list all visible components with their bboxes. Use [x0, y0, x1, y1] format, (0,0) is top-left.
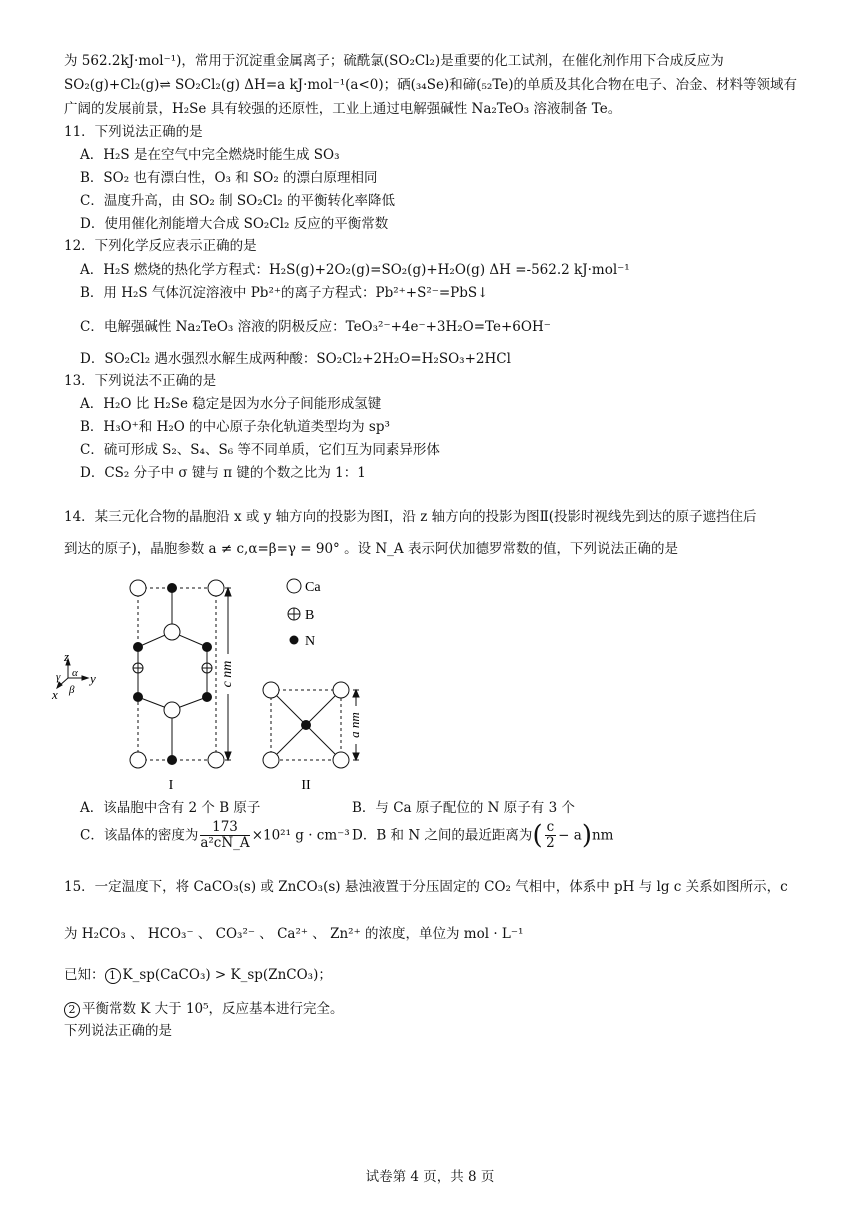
q15-known-2 [64, 1000, 344, 1018]
q13-option-a: A．H₂O 比 H₂Se 稳定是因为水分子间能形成氢键 [80, 396, 382, 412]
ca-atom [208, 580, 224, 596]
q11-stem: 11．下列说法正确的是 [64, 124, 203, 140]
legend-ca-icon [287, 579, 301, 593]
figure-1 [138, 588, 216, 760]
q14-stem-line-1: 14．某三元化合物的晶胞沿 x 或 y 轴方向的投影为图Ⅰ，沿 z 轴方向的投影为图Ⅱ(投影时视线先到达的原子遮挡住后 [64, 509, 757, 525]
q14-option-c-suffix: ×10²¹ g · cm⁻³ [251, 827, 350, 844]
figure-2 [263, 682, 349, 768]
q13-option-c: C．硫可形成 S₂、S₄、S₆ 等不同单质，它们互为同素异形体 [80, 442, 440, 458]
axis-z: z [64, 649, 70, 664]
figure-2-label: II [301, 778, 311, 793]
legend-b: B [305, 608, 315, 623]
q13-stem: 13．下列说法不正确的是 [64, 373, 217, 389]
q14-option-c [80, 820, 350, 851]
n-atom [168, 584, 177, 593]
q15-stem-line-2: 为 H₂CO₃ 、 HCO₃⁻ 、 CO₃²⁻ 、 Ca²⁺ 、 Zn²⁺ 的浓度，单位为 mol · L⁻¹ [64, 926, 524, 942]
q15-known-1 [64, 966, 332, 984]
axis-alpha: α [72, 667, 78, 679]
q12-stem: 12．下列化学反应表示正确的是 [64, 238, 257, 254]
ca-atom [208, 752, 224, 768]
ca-atom [333, 682, 349, 698]
crystal-figure [50, 570, 410, 800]
q12-option-d: D．SO₂Cl₂ 遇水强烈水解生成两种酸：SO₂Cl₂+2H₂O=H₂SO₃+2HCl [80, 351, 511, 367]
distance-denominator: 2 [546, 835, 555, 851]
axis-x: x [52, 687, 58, 702]
c-dimension-label: c nm [220, 660, 236, 688]
a-dimension-label: a nm [346, 712, 362, 738]
legend-b-icon [288, 608, 300, 620]
ca-atom [263, 682, 279, 698]
intro-line-3: 广阔的发展前景，H₂Se 具有较强的还原性，工业上通过电解强碱性 Na₂TeO₃ 溶液制备 Te。 [64, 101, 622, 117]
axis-beta: β [69, 684, 75, 696]
n-atom [168, 756, 177, 765]
q11-option-b: B．SO₂ 也有漂白性，O₃ 和 SO₂ 的漂白原理相同 [80, 170, 378, 186]
n-atom [134, 693, 143, 702]
legend-n-icon [290, 636, 299, 645]
n-atom [134, 643, 143, 652]
page-footer: 试卷第 4 页，共 8 页 [365, 1169, 495, 1185]
legend-n: N [305, 634, 316, 649]
ca-atom [263, 752, 279, 768]
q15-known-1-text: K_sp(CaCO₃) > K_sp(ZnCO₃)； [122, 967, 332, 983]
density-denominator: a²cN_A [200, 835, 250, 851]
distance-minus: − a [558, 827, 582, 844]
intro-line-2: SO₂(g)+Cl₂(g)⇌ SO₂Cl₂(g) ΔH=a kJ·mol⁻¹(a<0)；硒(₃₄Se)和碲(₅₂Te)的单质及其化合物在电子、冶金、材料等领域有 [64, 77, 798, 93]
q14-option-b: B．与 Ca 原子配位的 N 原子有 3 个 [352, 800, 575, 816]
q14-stem-line-2: 到达的原子)，晶胞参数 a ≠ c,α=β=γ = 90° 。设 N_A 表示阿伏加德罗常数的值，下列说法正确的是 [64, 541, 678, 557]
q11-option-c: C．温度升高，由 SO₂ 制 SO₂Cl₂ 的平衡转化率降低 [80, 193, 396, 209]
b-atom [133, 663, 143, 673]
legend-ca: Ca [305, 580, 321, 595]
q13-option-d: D．CS₂ 分子中 σ 键与 π 键的个数之比为 1：1 [80, 465, 366, 481]
n-atom [203, 643, 212, 652]
figure-1-atoms [130, 580, 224, 768]
q15-known-2-text: 平衡常数 K 大于 10⁵，反应基本进行完全。 [82, 1001, 344, 1017]
q14-option-d-suffix: nm [591, 827, 614, 844]
ca-atom [130, 580, 146, 596]
density-fraction [200, 820, 249, 851]
ca-atom [164, 624, 180, 640]
q14-option-c-prefix: C．该晶体的密度为 [80, 827, 199, 844]
figure-1-label: I [168, 778, 174, 793]
intro-line-1: 为 562.2kJ·mol⁻¹)，常用于沉淀重金属离子；硫酰氯(SO₂Cl₂)是重要的化工试剂，在催化剂作用下合成反应为 [64, 53, 724, 69]
q15-known-label: 已知： [64, 967, 105, 983]
q13-option-b: B．H₃O⁺和 H₂O 的中心原子杂化轨道类型均为 sp³ [80, 419, 390, 435]
q12-option-b: B．用 H₂S 气体沉淀溶液中 Pb²⁺的离子方程式：Pb²⁺+S²⁻=PbS↓ [80, 285, 489, 301]
circled-number-1: 1 [105, 968, 121, 984]
q11-option-d: D．使用催化剂能增大合成 SO₂Cl₂ 反应的平衡常数 [80, 216, 389, 232]
n-atom [302, 721, 311, 730]
ca-atom [333, 752, 349, 768]
axis-gamma: γ [56, 671, 61, 683]
density-numerator: 173 [200, 820, 249, 836]
q14-option-d: D．B 和 N 之间的最近距离为( $\frac{c}{2}$ − a)nm [352, 819, 614, 851]
distance-numerator: c [546, 819, 555, 835]
q12-option-a: A．H₂S 燃烧的热化学方程式：H₂S(g)+2O₂(g)=SO₂(g)+H₂O(g) ΔH =-562.2 kJ·mol⁻¹ [80, 262, 630, 278]
n-atom [203, 693, 212, 702]
distance-fraction [545, 820, 557, 851]
q14-option-a: A．该晶胞中含有 2 个 B 原子 [80, 800, 261, 816]
axis-y: y [90, 671, 96, 686]
q14-option-d-prefix: D．B 和 N 之间的最近距离为 [352, 827, 533, 844]
q15-stem-line-1: 15．一定温度下，将 CaCO₃(s) 或 ZnCO₃(s) 悬浊液置于分压固定的 CO₂ 气相中，体系中 pH 与 lg c 关系如图所示，c [64, 879, 788, 895]
ca-atom [130, 752, 146, 768]
q15-ask: 下列说法正确的是 [64, 1023, 172, 1039]
q12-option-c: C．电解强碱性 Na₂TeO₃ 溶液的阴极反应：TeO₃²⁻+4e⁻+3H₂O=Te+6OH⁻ [80, 319, 551, 335]
b-atom [202, 663, 212, 673]
ca-atom [164, 702, 180, 718]
q11-option-a: A．H₂S 是在空气中完全燃烧时能生成 SO₃ [80, 147, 340, 163]
circled-number-2: 2 [64, 1002, 80, 1018]
